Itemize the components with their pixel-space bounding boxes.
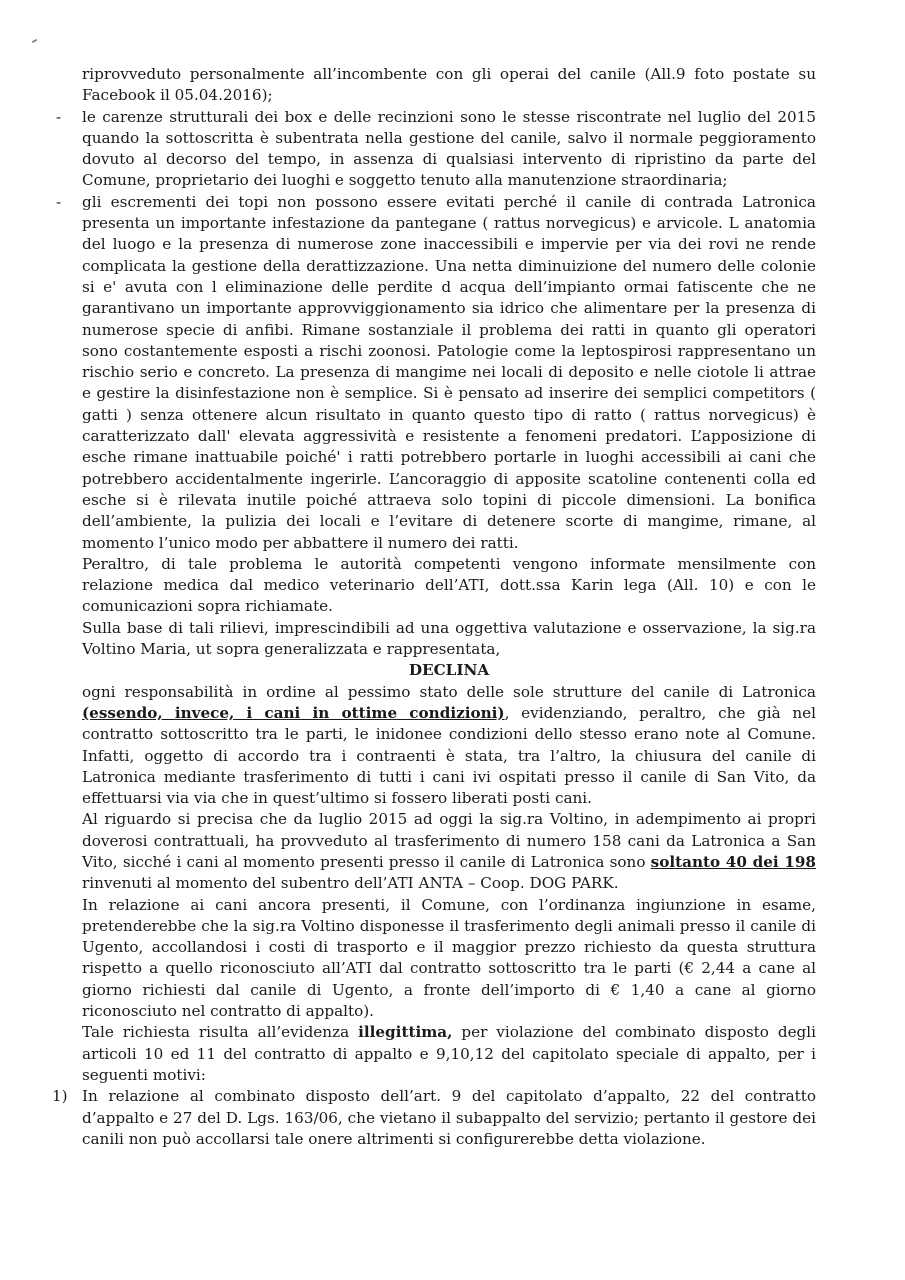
- paragraph-premise: Sulla base di tali rilievi, imprescindibili ad una oggettiva valutazione e osservazione, la sig.ra Voltino Maria, ut sopra generalizzata e rappresentata,: [82, 618, 816, 659]
- bullet-rat-infestation: [56, 192, 816, 554]
- emphasis-dog-count: soltanto 40 dei 198: [650, 852, 816, 871]
- bullet-text: le carenze strutturali dei box e delle recinzioni sono le stesse riscontrate nel luglio del 2015 quando la sottoscritta è subentrata nella gestione del canile, salvo il normale peggioramento dovuto al decorso del tempo, in assenza di qualsiasi intervento di ripristino da parte del Comune, proprietario dei luoghi e soggetto tenuto alla manutenzione straordinaria;: [82, 107, 816, 190]
- paragraph-continuation: riprovveduto personalmente all’incombente con gli operai del canile (All.9 foto postate su Facebook il 05.04.2016);: [82, 65, 816, 105]
- bullet-text: gli escrementi dei topi non possono essere evitati perché il canile di contrada Latronica presenta un importante infestazione da pantegane ( rattus norvegicus) e arvicole. L anatomia del luogo e la presenza di numerose zone inaccessibili e impervie per via dei rovi ne rende complicata la gestione della derattizzazione. Una netta diminuizione del numero delle colonie si e' avuta con l eliminazione delle perdite d acqua dell’impianto ormai fatiscente che ne garantivano un importante approvviggionamento sia idrico che alimentare per la presenza di numerose specie di anfibi. Rimane sostanziale il problema dei ratti in quanto gli operatori sono costantemente esposti a rischi zoonosi. Patologie come la leptospirosi rappresentano un rischio serio e concreto. La presenza di mangime nei locali di deposito e nelle ciotole li attrae e gestire la disinfestazione non è semplice. Si è pensato ad inserire dei semplici competitors ( gatti ) senza ottenere alcun risultato in quanto questo tipo di ratto ( rattus norvegicus) è caratterizzato dall' elevata aggressività e resistente a fenomeni predatori. L’apposizione di esche rimane inattuabile poiché' i ratti potrebbero portarle in luoghi accessibili ai cani che potrebbero accidentalmente ingerirle. L’ancoraggio di apposite scatoline contenenti colla ed esche si è rilevata inutile poiché attraeva solo topini di piccole dimensioni. La bonifica dell’ambiente, la pulizia dei locali e l’evitare di detenere scorte di mangime, rimane, al momento l’unico modo per abbattere il numero dei ratti.: [82, 192, 816, 552]
- text-run: , evidenziando, peraltro, che già nel contratto sottoscritto tra le parti, le inidonee condizioni dello stesso erano note al Comune. Infatti, oggetto di accordo tra i contraenti è stata, tra l’altro, la chiusura del canile di Latronica mediante trasferimento di tutti i cani ivi ospitati presso il canile di San Vito, da effettuarsi via via che in quest’ultimo si fossero liberati posti cani.: [82, 703, 817, 808]
- text-run: Al riguardo si precisa che da luglio 2015 ad oggi la sig.ra Voltino, in adempimento ai propri doverosi contrattuali, ha provveduto al trasferimento di numero 158 cani da Latronica a San Vito, sicché i cani al momento presenti presso il canile di Latronica sono: [82, 810, 816, 871]
- paragraph-responsibility: [82, 682, 816, 810]
- bullet-dash: -: [56, 192, 62, 211]
- paragraph-ugento-request: In relazione ai cani ancora presenti, il Comune, con l’ordinanza ingiunzione in esame, pretenderebbe che la sig.ra Voltino disponesse il trasferimento degli animali presso il canile di Ugento, accollandosi i costi di trasporto e il maggior prezzo richiesto da questa struttura rispetto a quello riconosciuto all’ATI dal contratto sottoscritto tra le parti (€ 2,44 a cane al giorno richiesti dal canile di Ugento, a fronte dell’importo di € 1,40 a cane al giorno riconosciuto nel contratto di appalto).: [82, 895, 816, 1021]
- text-run: per violazione del combinato disposto degli articoli 10 ed 11 del contratto di appalto e 9,10,12 del capitolato speciale di appalto, per i seguenti motivi:: [82, 1023, 816, 1084]
- emphasis-illegittima: illegittima,: [358, 1023, 453, 1042]
- bullet-structural-deficiencies: [56, 107, 816, 192]
- text-run: rinvenuti al momento del subentro dell’ATI ANTA – Coop. DOG PARK.: [82, 874, 619, 893]
- scan-speck: [32, 39, 37, 43]
- bullet-dash: -: [56, 107, 62, 126]
- emphasis-dogs-condition: (essendo, invece, i cani in ottime condizioni): [82, 703, 505, 722]
- numbered-item-1: [52, 1086, 816, 1150]
- text-run: ogni responsabilità in ordine al pessimo stato delle sole strutture del canile di Latronica: [82, 682, 816, 701]
- paragraph-illegitimate: [82, 1022, 816, 1086]
- numbered-item-text: In relazione al combinato disposto dell’art. 9 del capitolato d’appalto, 22 del contratto d’appalto e 27 del D. Lgs. 163/06, che vietano il subappalto del servizio; pertanto il gestore dei canili non può accollarsi tale onere altrimenti si configurerebbe detta violazione.: [82, 1087, 816, 1148]
- paragraph-veterinary-report: Peraltro, di tale problema le autorità competenti vengono informate mensilmente con relazione medica dal medico veterinario dell’ATI, dott.ssa Karin lega (All. 10) e con le comunicazioni sopra richiamate.: [82, 554, 816, 616]
- list-number: 1): [52, 1087, 68, 1106]
- section-heading-declina: DECLINA: [408, 661, 490, 680]
- text-run: Tale richiesta risulta all’evidenza: [82, 1023, 359, 1042]
- paragraph-transfer-count: [82, 809, 816, 894]
- document-body: [52, 64, 817, 1150]
